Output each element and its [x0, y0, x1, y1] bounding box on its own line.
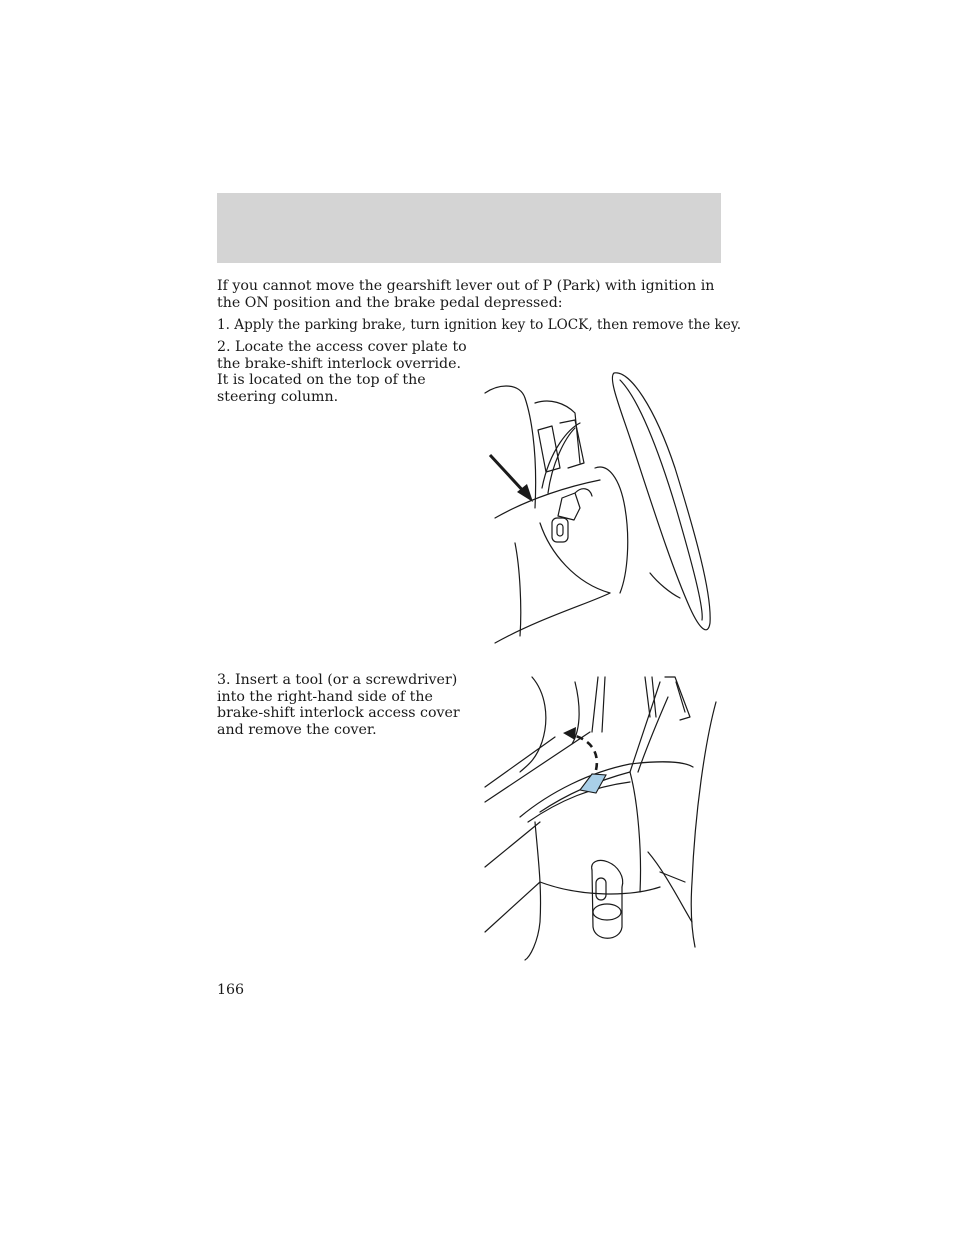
page-number: 166	[217, 982, 245, 998]
step-1-text: 1. Apply the parking brake, turn ignition key to LOCK, then remove the key.	[217, 317, 742, 333]
step-3-text: 3. Insert a tool (or a screwdriver) into the right-hand side of the brake-shift interlock access cover and remove the cover.	[217, 672, 460, 738]
step-2-text: 2. Locate the access cover plate to the brake-shift interlock override. It is located on the top of the steering column.	[217, 339, 467, 405]
intro-paragraph: If you cannot move the gearshift lever out of P (Park) with ignition in the ON position and the brake pedal depressed:	[217, 278, 715, 311]
access-cover-removal-illustration	[480, 672, 725, 962]
header-band	[217, 193, 721, 263]
steering-column-illustration	[480, 368, 720, 648]
